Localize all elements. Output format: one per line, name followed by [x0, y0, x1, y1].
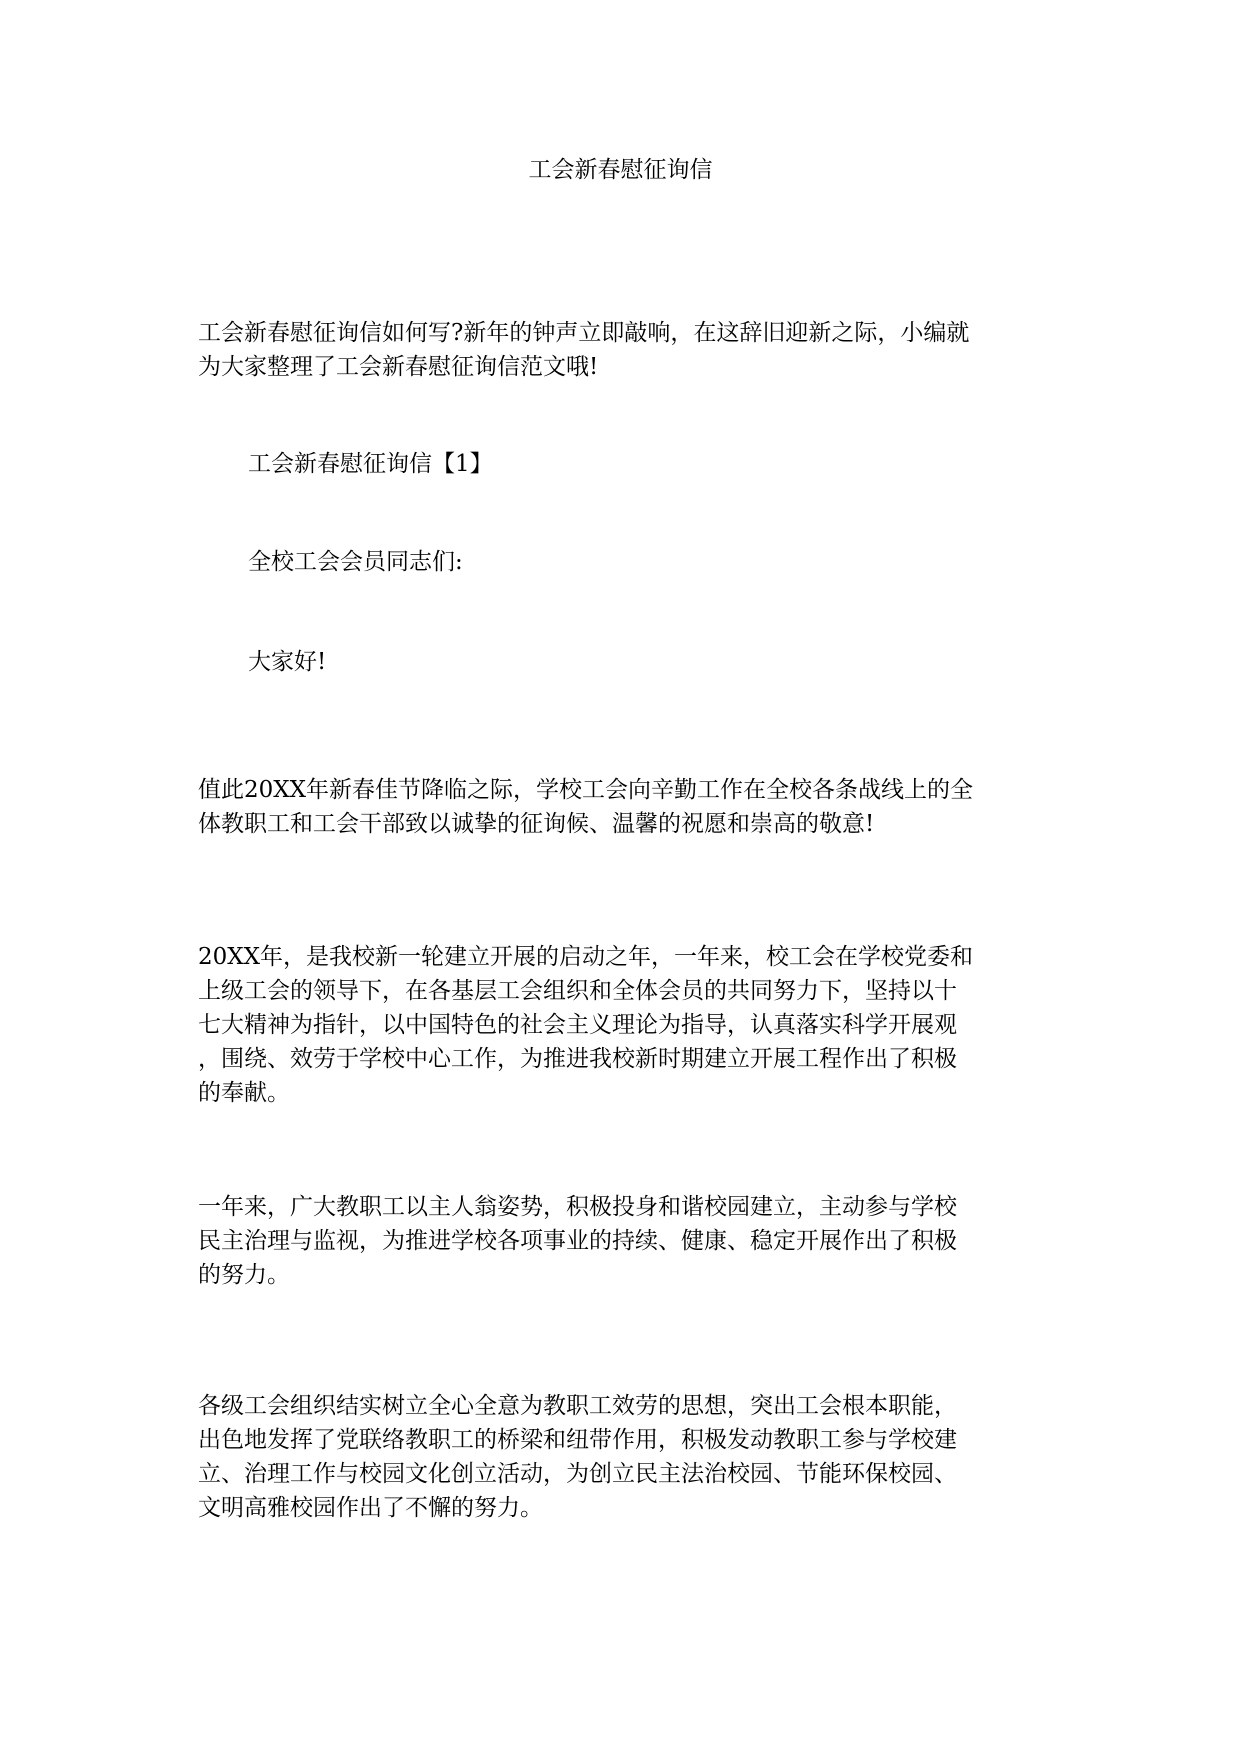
intro-paragraph: 工会新春慰征询信如何写?新年的钟声立即敲响，在这辞旧迎新之际，小编就 为大家整理了工会新春慰征询信范文哦! [198, 320, 970, 380]
document-title: 工会新春慰征询信 [528, 157, 713, 183]
body-paragraph-1: 值此20XX年新春佳节降临之际，学校工会向辛勤工作在全校各条战线上的全 体教职工和工会干部致以诚挚的征询候、温馨的祝愿和崇高的敬意! [198, 777, 974, 837]
greeting: 大家好! [248, 649, 327, 675]
body-paragraph-4: 各级工会组织结实树立全心全意为教职工效劳的思想，突出工会根本职能， 出色地发挥了党联络教职工的桥梁和纽带作用，积极发动教职工参与学校建 立、治理工作与校园文化创立活动，为创立民主法治校园、节能环保校园、 文明高雅校园作出了不懈的努力。 [198, 1393, 957, 1521]
salutation: 全校工会会员同志们: [248, 549, 463, 575]
body-paragraph-3: 一年来，广大教职工以主人翁姿势，积极投身和谐校园建立，主动参与学校 民主治理与监视，为推进学校各项事业的持续、健康、稳定开展作出了积极 的努力。 [198, 1194, 957, 1288]
body-paragraph-2: 20XX年，是我校新一轮建立开展的启动之年，一年来，校工会在学校党委和 上级工会的领导下，在各基层工会组织和全体会员的共同努力下，坚持以十 七大精神为指针，以中国特色的社会主义理论为指导，认真落实科学开展观 ，围绕、效劳于学校中心工作，为推进我校新时期建立开展工程作出了积极 的奉献。 [198, 944, 974, 1106]
section-heading: 工会新春慰征询信【1】 [248, 451, 493, 477]
